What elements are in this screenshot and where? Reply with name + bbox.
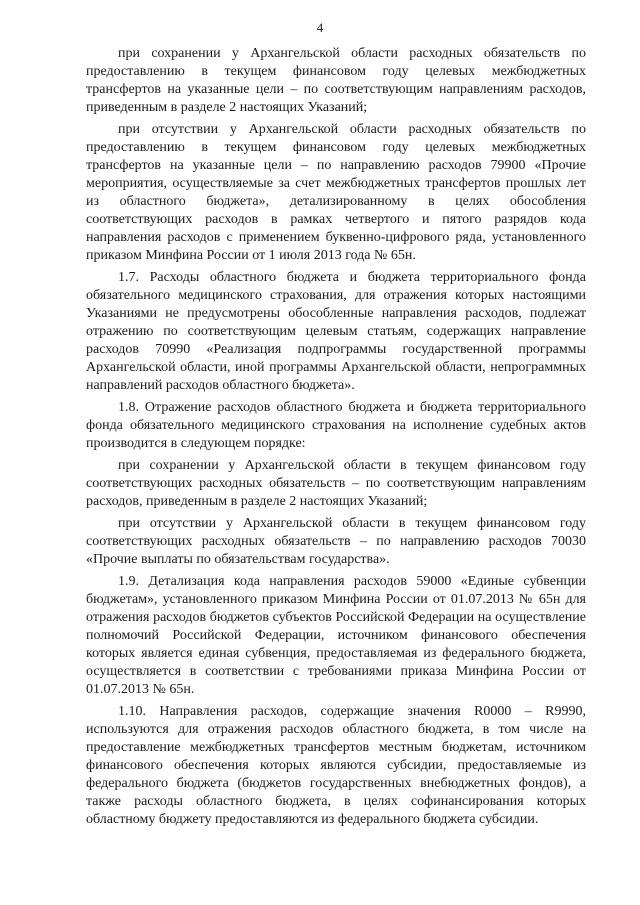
document-body xyxy=(86,45,586,829)
paragraph-2: при отсутствии у Архангельской области расходных обязательств по предоставлению в текущем финансовом году целевых межбюджетных трансфертов на указанные цели – по направлению расходов 79900 «Прочие мероприятия, осуществляемые за счет межбюджетных трансфертов прошлых лет из областного бюджета», детализированному в целях обособления соответствующих расходов в рамках четвертого и пятого разрядов кода направления расходов с применением буквенно-цифрового ряда, установленного приказом Минфина России от 1 июля 2013 года № 65н. xyxy=(86,122,586,263)
paragraph-6: при отсутствии у Архангельской области в текущем финансовом году соответствующих расходных обязательств – по направлению расходов 70030 «Прочие выплаты по обязательствам государства». xyxy=(86,516,586,567)
paragraph-4: 1.8. Отражение расходов областного бюджета и бюджета территориального фонда обязательного медицинского страхования на исполнение судебных актов производится в следующем порядке: xyxy=(86,400,586,451)
paragraph-7: 1.9. Детализация кода направления расходов 59000 «Единые субвенции бюджетам», установленного приказом Минфина России от 01.07.2013 № 65н для отражения расходов бюджетов субъектов Российской Федерации на осуществление полномочий Российской Федерации, источником финансового обеспечения которых является единая субвенция, предоставляемая из федерального бюджета, осуществляется в соответствии с требованиями приказа Минфина России от 01.07.2013 № 65н. xyxy=(86,574,586,697)
paragraph-1: при сохранении у Архангельской области расходных обязательств по предоставлению в текущем финансовом году целевых межбюджетных трансфертов на указанные цели – по соответствующим направлениям расходов, приведенным в разделе 2 настоящих Указаний; xyxy=(86,46,586,115)
paragraph-5: при сохранении у Архангельской области в текущем финансовом году соответствующих расходных обязательств – по соответствующим направлениям расходов, приведенным в разделе 2 настоящих Указаний; xyxy=(86,458,586,509)
paragraph-8: 1.10. Направления расходов, содержащие значения R0000 – R9990, используются для отражения расходов областного бюджета, в том числе на предоставление межбюджетных трансфертов местным бюджетам, источником финансового обеспечения которых являются субсидии, предоставляемые из федерального бюджета (бюджетов государственных внебюджетных фондов), а также расходы областного бюджета, в целях софинансирования которых областному бюджету предоставляются из федерального бюджета субсидии. xyxy=(86,704,586,827)
paragraph-3: 1.7. Расходы областного бюджета и бюджета территориального фонда обязательного медицинского страхования, для отражения которых настоящими Указаниями не предусмотрены обособленные направления расходов, подлежат отражению по соответствующим целевым статьям, содержащих направление расходов 70990 «Реализация подпрограммы государственной программы Архангельской области, иной программы Архангельской области, непрограммных направлений расходов областного бюджета». xyxy=(86,270,586,393)
page-number: 4 xyxy=(316,20,324,35)
